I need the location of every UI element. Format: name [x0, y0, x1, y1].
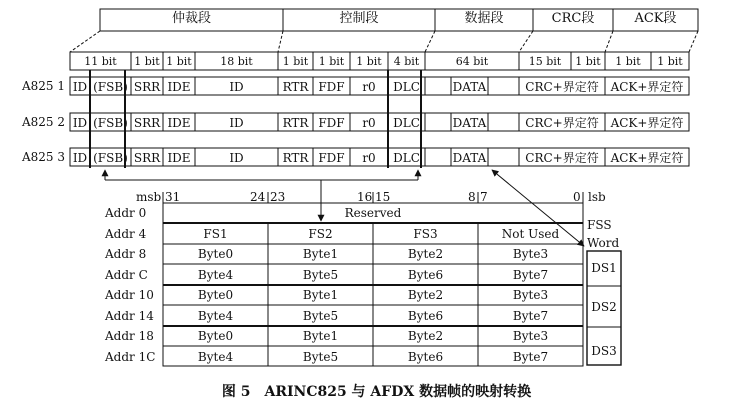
byte-cell: Byte3: [512, 288, 549, 302]
ds2-label: DS2: [591, 300, 617, 314]
addr-label: Addr 0: [105, 206, 147, 220]
byte-cell: Byte1: [302, 329, 339, 343]
field-id: ID: [72, 116, 88, 130]
bit-label: 1 bit: [318, 55, 345, 68]
field-data: DATA: [452, 80, 487, 94]
byte-cell: Byte5: [302, 268, 339, 282]
byte-cell: Byte4: [197, 350, 234, 364]
addr-label: Addr 8: [105, 247, 147, 261]
byte-cell: Byte0: [197, 247, 234, 261]
bit-label: 1 bit: [575, 55, 601, 68]
field-fdf: FDF: [318, 151, 345, 165]
field-data: DATA: [452, 151, 487, 165]
field-srr: SRR: [133, 151, 161, 165]
field-dlc: DLC: [393, 116, 420, 130]
segment-ack: ACK段: [634, 11, 677, 26]
field-dlc: DLC: [393, 151, 420, 165]
fss-label: FSS: [587, 218, 612, 232]
field-r0: r0: [362, 116, 376, 130]
word-label: Word: [587, 236, 620, 250]
byte-cell: Byte3: [512, 247, 549, 261]
lsb-label: lsb: [588, 190, 606, 204]
field-fdf: FDF: [318, 116, 345, 130]
bit-label: 11 bit: [84, 55, 117, 68]
field-rtr: RTR: [282, 116, 309, 130]
field-data: DATA: [452, 116, 487, 130]
bit-label: 1 bit: [282, 55, 309, 68]
byte-cell: Byte2: [407, 329, 444, 343]
row-label: A825 2: [22, 115, 66, 129]
field-ide: IDE: [167, 116, 191, 130]
bit-label: 64 bit: [455, 55, 489, 68]
field-id-ext: ID: [229, 116, 244, 130]
field-ack: ACK+界定符: [610, 80, 684, 94]
byte-cell: Byte0: [197, 329, 234, 343]
fs-cell: FS2: [308, 227, 333, 241]
field-crc: CRC+界定符: [525, 116, 599, 130]
byte-cell: Byte5: [302, 350, 339, 364]
addr-label: Addr 1C: [105, 350, 156, 364]
bit-label: 1 bit: [356, 55, 382, 68]
field-ide: IDE: [167, 151, 191, 165]
byte-cell: Byte7: [512, 268, 549, 282]
field-id: ID: [72, 151, 88, 165]
byte-cell: Byte4: [197, 309, 234, 323]
segment-arbitration: 仲裁段: [171, 11, 211, 26]
addr-label: Addr 4: [105, 227, 147, 241]
byte-cell: Byte3: [512, 329, 549, 343]
byte-cell: Byte7: [512, 309, 549, 323]
bit-label: 15 bit: [528, 55, 562, 68]
field-r0: r0: [362, 151, 376, 165]
addr-label: Addr 10: [105, 288, 154, 302]
msb-label: msb: [136, 190, 162, 204]
field-srr: SRR: [133, 80, 161, 94]
bit-label: 4 bit: [393, 55, 420, 68]
fs-cell: Not Used: [501, 227, 560, 241]
bit-23: 23: [270, 190, 286, 204]
byte-cell: Byte2: [407, 288, 444, 302]
addr-label: Addr 18: [105, 329, 154, 343]
bit-16: 16: [357, 190, 373, 204]
segment-crc: CRC段: [551, 11, 595, 26]
byte-cell: Byte6: [407, 350, 444, 364]
byte-cell: Byte6: [407, 268, 444, 282]
byte-cell: Byte1: [302, 288, 339, 302]
byte-cell: Byte2: [407, 247, 444, 261]
bit-7: 7: [480, 190, 488, 204]
field-crc: CRC+界定符: [525, 80, 599, 94]
fs-cell: FS3: [413, 227, 438, 241]
field-ack: ACK+界定符: [610, 116, 684, 130]
figure-caption: 图 5 ARINC825 与 AFDX 数据帧的映射转换: [221, 384, 532, 400]
reserved-cell: Reserved: [344, 206, 402, 220]
field-srr: SRR: [133, 116, 161, 130]
bit-label: 1 bit: [615, 55, 641, 68]
bit-31: 31: [165, 190, 181, 204]
byte-cell: Byte4: [197, 268, 234, 282]
field-id-ext: ID: [229, 80, 244, 94]
byte-cell: Byte6: [407, 309, 444, 323]
field-fdf: FDF: [318, 80, 345, 94]
field-r0: r0: [362, 80, 376, 94]
field-ack: ACK+界定符: [610, 151, 684, 165]
segment-data: 数据段: [464, 11, 504, 26]
bit-label: 1 bit: [166, 55, 192, 68]
field-fsb: (FSB): [93, 151, 128, 165]
field-rtr: RTR: [282, 80, 309, 94]
field-crc: CRC+界定符: [525, 151, 599, 165]
fs-cell: FS1: [203, 227, 228, 241]
bit-0: 0: [573, 190, 581, 204]
field-id-ext: ID: [229, 151, 244, 165]
bit-8: 8: [468, 190, 476, 204]
bit-24: 24: [250, 190, 266, 204]
bit-15: 15: [375, 190, 391, 204]
field-dlc: DLC: [393, 80, 420, 94]
byte-cell: Byte0: [197, 288, 234, 302]
byte-cell: Byte1: [302, 247, 339, 261]
ds3-label: DS3: [591, 344, 617, 358]
addr-label: Addr C: [105, 268, 148, 282]
field-fsb: (FSB): [93, 116, 128, 130]
segment-control: 控制段: [339, 11, 379, 26]
row-label: A825 1: [22, 79, 66, 93]
byte-cell: Byte5: [302, 309, 339, 323]
addr-label: Addr 14: [105, 309, 154, 323]
field-ide: IDE: [167, 80, 191, 94]
row-label: A825 3: [22, 150, 66, 164]
bit-label: 18 bit: [220, 55, 253, 68]
field-id: ID: [72, 80, 88, 94]
field-fsb: (FSB): [93, 80, 128, 94]
ds1-label: DS1: [591, 261, 617, 275]
bit-label: 1 bit: [134, 55, 160, 68]
byte-cell: Byte7: [512, 350, 549, 364]
bit-label: 1 bit: [657, 55, 683, 68]
field-rtr: RTR: [282, 151, 309, 165]
